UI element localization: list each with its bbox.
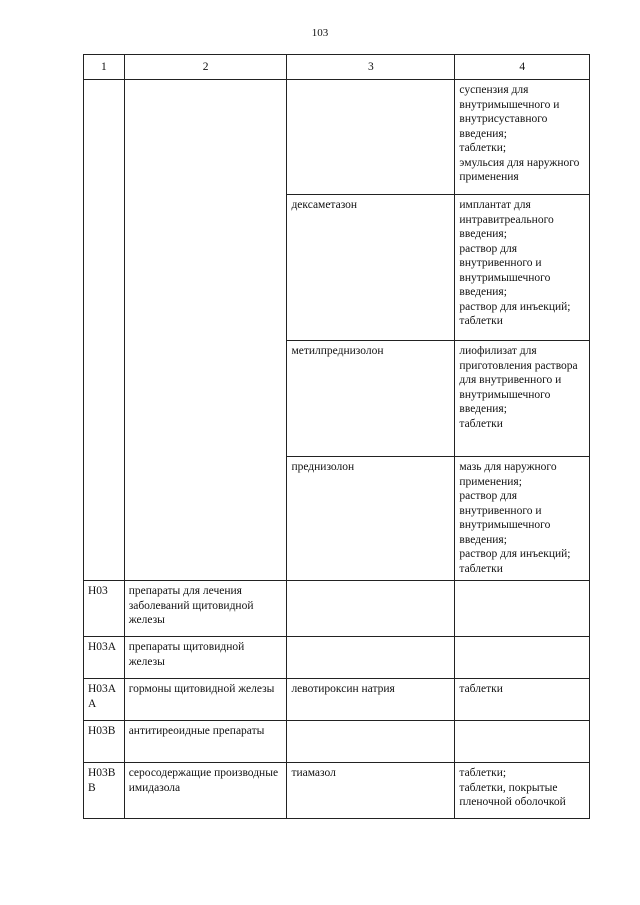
dosage-form-cell: имплантат для интравитреального введения; раствор для внутривенного и внутримышечного введения; раствор для инъекций; таблетки xyxy=(455,195,590,341)
drug-list-table xyxy=(83,54,590,819)
group-cell: препараты для лечения заболеваний щитовидной железы xyxy=(124,581,287,637)
code-cell: H03B xyxy=(84,721,125,763)
code-cell: H03BB xyxy=(84,763,125,819)
table-row xyxy=(84,637,590,679)
column-header: 4 xyxy=(455,55,590,80)
table-row xyxy=(84,721,590,763)
dosage-form-cell: мазь для наружного применения; раствор для внутривенного и внутримышечного введения; раствор для инъекций; таблетки xyxy=(455,457,590,581)
drug-cell xyxy=(287,80,455,195)
group-cell: антитиреоидные препараты xyxy=(124,721,287,763)
table-row xyxy=(84,763,590,819)
dosage-form-cell: таблетки; таблетки, покрытые пленочной оболочкой xyxy=(455,763,590,819)
drug-cell: преднизолон xyxy=(287,457,455,581)
column-header: 1 xyxy=(84,55,125,80)
dosage-form-cell xyxy=(455,581,590,637)
drug-cell: метилпреднизолон xyxy=(287,341,455,457)
group-cell: препараты щитовидной железы xyxy=(124,637,287,679)
column-header: 2 xyxy=(124,55,287,80)
code-cell: H03AA xyxy=(84,679,125,721)
code-cell xyxy=(84,80,125,581)
dosage-form-cell: таблетки xyxy=(455,679,590,721)
drug-cell: тиамазол xyxy=(287,763,455,819)
table-row xyxy=(84,679,590,721)
dosage-form-cell: лиофилизат для приготовления раствора для внутривенного и внутримышечного введения; таблетки xyxy=(455,341,590,457)
group-cell: гормоны щитовидной железы xyxy=(124,679,287,721)
code-cell: H03A xyxy=(84,637,125,679)
code-cell: H03 xyxy=(84,581,125,637)
table-header-row xyxy=(84,55,590,80)
page-number: 103 xyxy=(311,27,329,39)
drug-cell xyxy=(287,581,455,637)
group-cell: серосодержащие производные имидазола xyxy=(124,763,287,819)
drug-cell xyxy=(287,637,455,679)
drug-cell: дексаметазон xyxy=(287,195,455,341)
table-row xyxy=(84,80,590,195)
dosage-form-cell xyxy=(455,637,590,679)
table-row xyxy=(84,581,590,637)
drug-cell: левотироксин натрия xyxy=(287,679,455,721)
dosage-form-cell: суспензия для внутримышечного и внутрисуставного введения; таблетки; эмульсия для наружного применения xyxy=(455,80,590,195)
drug-cell xyxy=(287,721,455,763)
group-cell xyxy=(124,80,287,581)
dosage-form-cell xyxy=(455,721,590,763)
column-header: 3 xyxy=(287,55,455,80)
